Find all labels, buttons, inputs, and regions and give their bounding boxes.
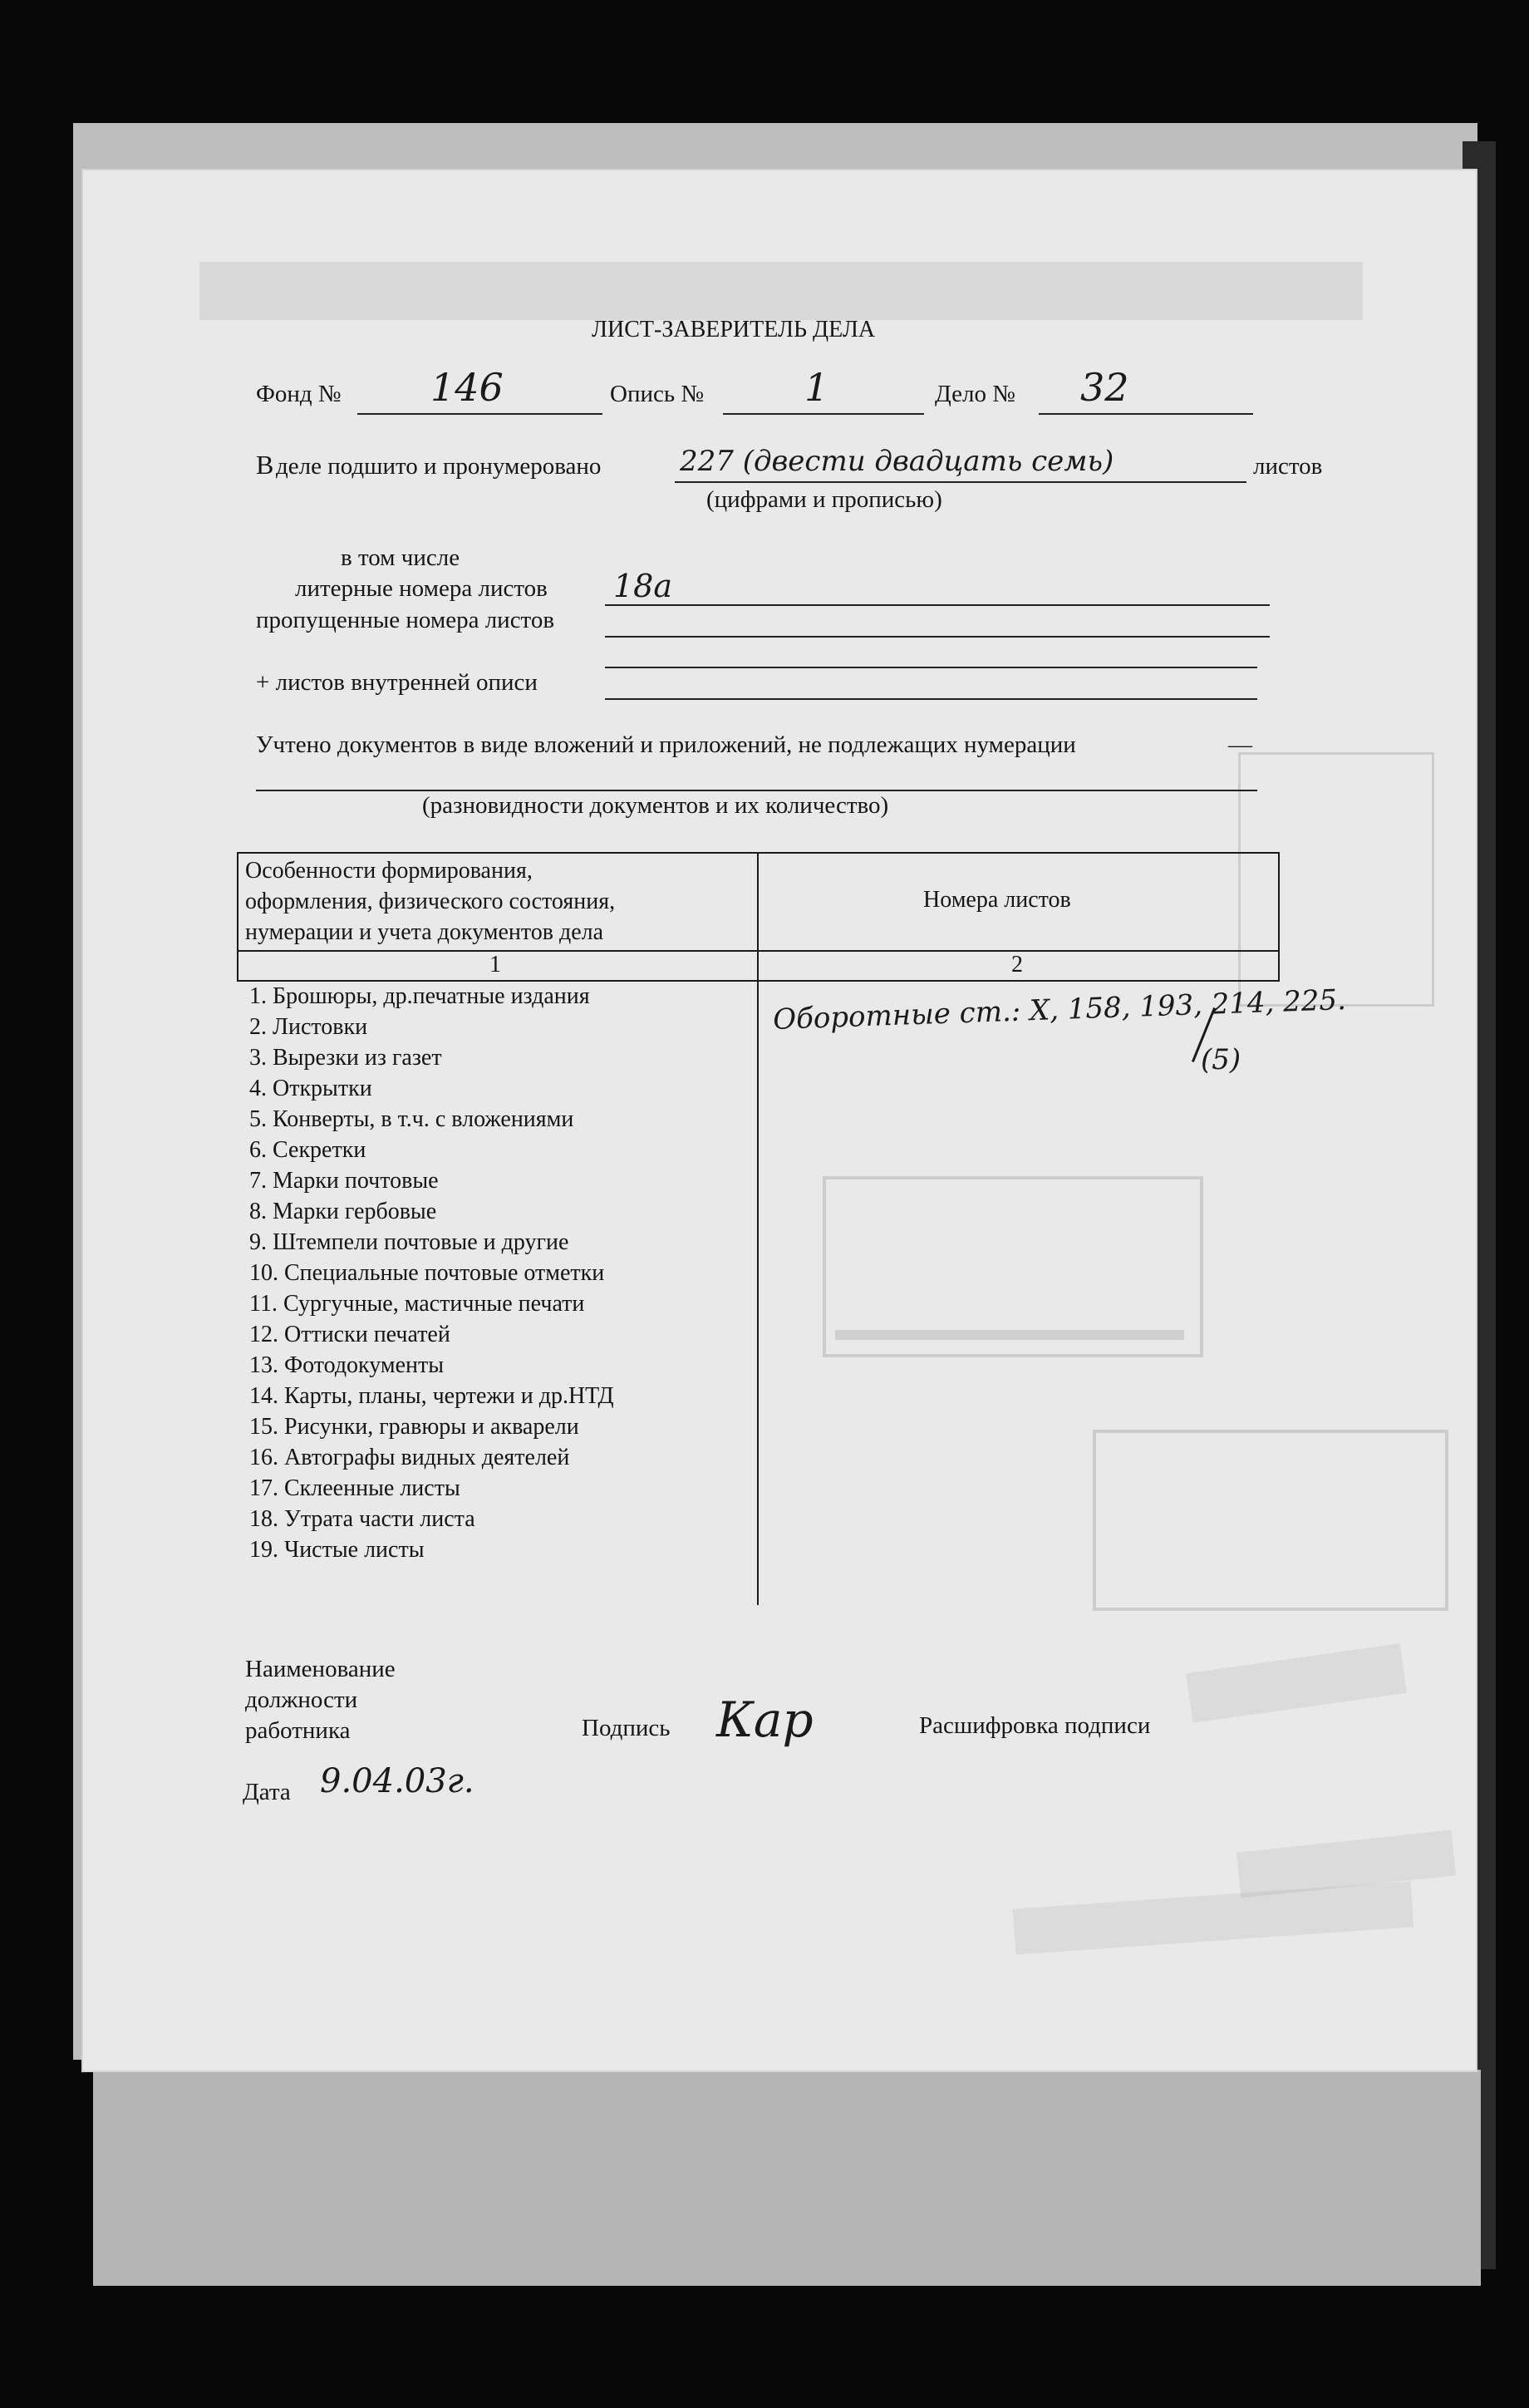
list-item: 12. Оттиски печатей [249,1322,450,1347]
delo-label: Дело № [935,381,1015,407]
table-header-col1-line: Особенности формирования, [245,858,533,884]
counted-docs-value: — [1228,731,1252,758]
sewn-prefix: В [256,450,274,480]
sewn-underline [675,481,1246,483]
opis-underline [723,413,924,415]
list-item: 5. Конверты, в т.ч. с вложениями [249,1106,574,1132]
including-label: в том числе [341,544,460,571]
letter-numbers-value: 18а [613,568,673,604]
fond-value: 146 [430,365,504,410]
date-value: 9.04.03г. [320,1762,474,1800]
list-item: 18. Утрата части листа [249,1506,475,1532]
list-item: 4. Открытки [249,1076,372,1101]
handwritten-sheet-note: Оборотные ст.: Х, 158, 193, 214, 225. [772,982,1347,1037]
position-label-line: должности [245,1687,358,1713]
list-item: 15. Рисунки, гравюры и акварели [249,1414,579,1440]
list-item: 11. Сургучные, мастичные печати [249,1291,585,1317]
faint-bleed-mark [1013,1881,1414,1954]
table-column-divider [757,980,759,1605]
delo-underline [1039,413,1253,415]
list-item: 10. Специальные почтовые отметки [249,1260,605,1286]
table-header-col2: Номера листов [923,887,1071,913]
opis-label: Опись № [610,381,704,407]
sewn-suffix: листов [1253,453,1323,480]
counted-docs-underline [256,790,1257,791]
missing-numbers-label: пропущенные номера листов [256,607,555,633]
list-item: 9. Штемпели почтовые и другие [249,1229,569,1255]
page-title: ЛИСТ-ЗАВЕРИТЕЛЬ ДЕЛА [592,317,876,342]
list-item: 16. Автографы видных деятелей [249,1445,570,1470]
sewn-value: 227 (двести двадцать семь) [680,445,1114,478]
faint-stamp-band [835,1330,1184,1340]
feature-items-list [249,981,748,1565]
faint-header-bleed [199,262,1363,320]
list-item: 13. Фотодокументы [249,1352,445,1378]
letter-numbers-underline [605,604,1270,606]
delo-value: 32 [1080,365,1129,410]
kinds-hint: (разновидности документов и их количество) [422,792,889,819]
internal-inventory-label: + листов внутренней описи [256,669,538,696]
table-header-col1-line: оформления, физического состояния, [245,889,616,914]
handwritten-sheet-count: (5) [1201,1043,1241,1076]
opis-value: 1 [804,365,829,410]
table-col2-number: 2 [1011,952,1023,977]
table-header-col1-line: нумерации и учета документов дела [245,919,604,945]
faint-bleed-mark [1186,1643,1407,1723]
list-item: 8. Марки гербовые [249,1199,437,1224]
list-item: 6. Секретки [249,1137,366,1163]
faint-stamp [1093,1430,1448,1611]
position-label-line: Наименование [245,1656,396,1682]
fond-underline [357,413,602,415]
list-item: 17. Склеенные листы [249,1475,460,1501]
position-label-line: работника [245,1717,351,1744]
internal-inventory-underline [605,698,1257,700]
counted-docs-label: Учтено документов в виде вложений и приложений, не подлежащих нумерации [256,731,1076,758]
letter-numbers-label: литерные номера листов [295,575,548,602]
table-header-col1 [245,855,752,948]
list-item: 1. Брошюры, др.печатные издания [249,983,590,1009]
signature-decode-label: Расшифровка подписи [919,1712,1151,1739]
date-label: Дата [243,1779,291,1805]
sewn-label: деле подшито и пронумеровано [276,453,602,480]
missing-numbers-underline [605,636,1270,638]
underlying-sheet-bottom [93,2070,1481,2286]
missing-numbers-underline-2 [605,667,1257,668]
fond-label: Фонд № [256,381,342,407]
list-item: 3. Вырезки из газет [249,1045,442,1071]
list-item: 14. Карты, планы, чертежи и др.НТД [249,1383,614,1409]
certification-sheet [83,170,1476,2071]
table-col1-number: 1 [489,952,501,977]
signature-value: Кар [716,1692,814,1748]
position-label [245,1654,396,1746]
list-item: 2. Листовки [249,1014,368,1040]
sewn-hint: (цифрами и прописью) [706,486,942,513]
signature-label: Подпись [582,1715,671,1741]
list-item: 19. Чистые листы [249,1537,425,1563]
list-item: 7. Марки почтовые [249,1168,439,1194]
